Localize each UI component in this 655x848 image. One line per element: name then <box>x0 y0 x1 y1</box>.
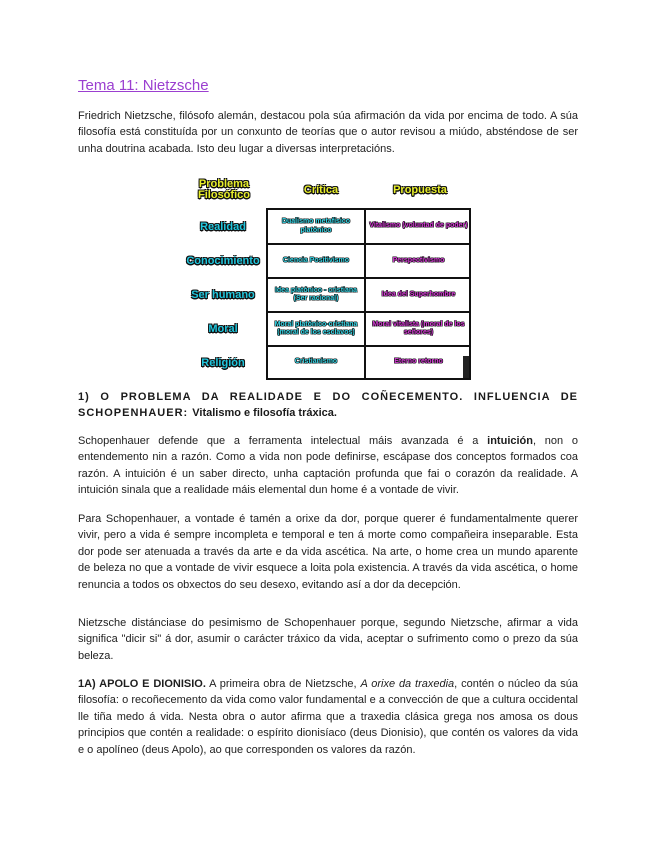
p1-bold-term: intuición <box>487 435 533 447</box>
section-1a-paragraph <box>78 676 578 758</box>
row-label-moral: Moral <box>208 323 238 335</box>
section-1a-label: 1A) APOLO E DIONISIO. <box>78 678 206 690</box>
header-proposal: Propuesta <box>393 183 447 196</box>
section-1-heading <box>78 389 578 422</box>
p1-text-a: Schopenhauer defende que a ferramenta intelectual máis avanzada é a <box>78 435 488 447</box>
row-label-ser-humano: Ser humano <box>191 289 255 301</box>
proposal-religion: Eterno retorno <box>394 358 443 366</box>
proposal-moral: Moral vitalista (moral de los señores) <box>372 320 465 336</box>
grid-divider <box>364 210 366 378</box>
section-1-heading-main: 1) O PROBLEMA DA REALIDADE E DO COÑECEMENTO. INFLUENCIA DE SCHOPENHAUER: <box>78 391 578 420</box>
concept-grid <box>266 208 471 380</box>
section-1-paragraph-3: Nietzsche distánciase do pesimismo de Schopenhauer porque, segundo Nietzsche, afirmar a vida significa "dicir si" á dor, asumir o carácter tráxico da vida, aceptar o sufrimento como o prezo da súa beleza. <box>78 617 578 662</box>
critique-ser-humano: Idea platónico - cristiana (Ser racional) <box>274 286 358 302</box>
book-title: A orixe da traxedia <box>360 678 455 690</box>
concept-table <box>180 175 475 380</box>
section-1a-text-a: A primeira obra de Nietzsche, <box>205 678 361 690</box>
table-corner <box>463 356 469 378</box>
page-title[interactable]: Tema 11: Nietzsche <box>78 77 209 94</box>
row-label-conocimiento: Conocimiento <box>186 255 260 267</box>
proposal-ser-humano: Idea del Superhombre <box>381 290 456 298</box>
critique-conocimiento: Ciencia Positivismo <box>282 256 350 264</box>
row-label-religion: Religión <box>201 357 245 369</box>
header-problem: Problema Filosófico <box>198 178 250 201</box>
intro-paragraph: Friedrich Nietzsche, filósofo alemán, destacou pola súa afirmación da vida por encima de todo. A súa filosofía está constituída por un conxunto de teorías que o autor revisou a miúdo, absténdose de ser unha doutrina acabada. Isto deu lugar a diversas interpretacións. <box>78 110 578 155</box>
critique-moral: Moral platónico-cristiana (moral de los esclavos) <box>274 320 358 336</box>
row-label-realidad: Realidad <box>200 221 246 233</box>
header-critique: Crítica <box>303 183 339 196</box>
critique-religion: Cristianismo <box>294 358 338 366</box>
p1-text-b: , non o entendemento nin a razón. Como a vida non pode definirse, escápase dos conceptos formados coa razón. A intuición é un saber directo, unha captación profunda que fai o corazón da realidade. A intuición sinala que a realidade máis elemental dun home é a vontade de vivir. <box>78 435 579 497</box>
critique-realidad: Dualismo metafísico platónico <box>281 218 351 234</box>
section-1-paragraph-2: Para Schopenhauer, a vontade é tamén a orixe da dor, porque querer é fundamentalmente querer vivir, pero a vida é sempre incompleta e temporal e ten á morte como compañeira inseparable. Esta dor pode ser atenuada a través da arte e da vida ascética. Na arte, o home crea un mundo aparente de beleza no que a vontade de vivir esquece a loita pola existencia. A través da vida ascética, o home renuncia a todos os obxectos do seu desexo, evitando así a dor da decepción. <box>78 513 578 591</box>
section-1-paragraph-1 <box>78 433 578 499</box>
section-1-heading-sub: Vitalismo e filosofía tráxica. <box>192 407 337 420</box>
proposal-conocimiento: Perspectivismo <box>392 256 445 264</box>
proposal-realidad: Vitalismo (voluntad de poder) <box>369 222 468 230</box>
section-1a-text-b: , contén o núcleo da súa filosofía: o recoñecemento da vida como valor fundamental e a convección de que a cultura occidental lle tiña medo á vida. Nesta obra o autor afirma que a traxedia clásica grega nos amosa os dous principios que contén a realidade: o espírito dionisíaco (deus Dionisio), que contén os valores da vida e o apolíneo (deus Apolo), ao que corresponden os valores da razón. <box>78 678 579 756</box>
